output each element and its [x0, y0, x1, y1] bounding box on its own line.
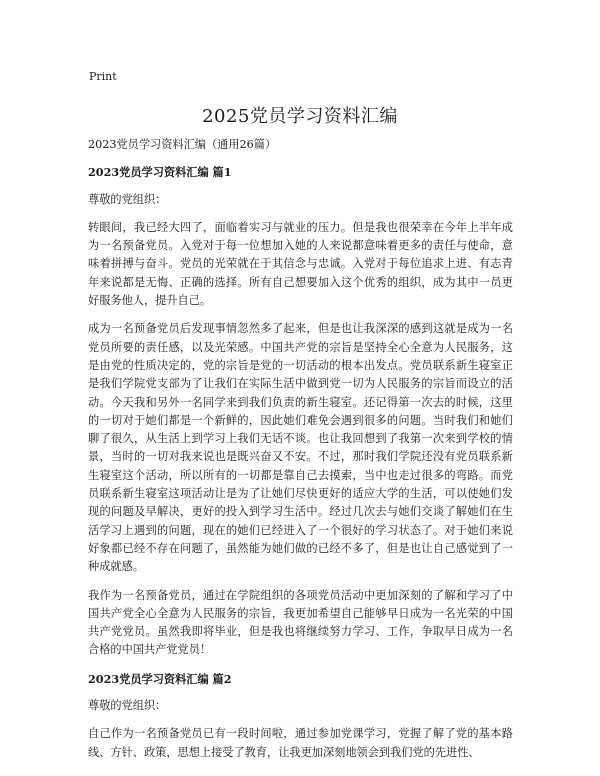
document-body [88, 136, 513, 772]
section-2 [88, 670, 513, 762]
paragraph: 转眼间，我已经大四了，面临着实习与就业的压力。但是我也很荣幸在今年上半年成为一名预备党员。入党对于每一位想加入她的人来说都意味着更多的责任与使命，意味着拼搏与奋斗。党员的光荣就在于其信念与忠诚。入党对于每位追求上进、有志青年来说都是无悔、正确的选择。所有自己想要加入这个优秀的组织，成为其中一员更好服务他人，提升自己。 [88, 220, 513, 308]
paragraph: 我作为一名预备党员，通过在学院组织的各项党员活动中更加深刻的了解和学习了中国共产党全心全意为人民服务的宗旨，我更加希望自己能够早日成为一名光荣的中国共产党党员。虽然我即将毕业，但是我也将继续努力学习、工作，争取早日成为一名合格的中国共产党党员！ [88, 588, 513, 657]
section-1 [88, 163, 513, 659]
salutation: 尊敬的党组织： [88, 699, 167, 713]
paragraph: 成为一名预备党员后发现事情忽然多了起来，但是也让我深深的感到这就是成为一名党员所要的责任感，以及光荣感。中国共产党的宗旨是坚持全心全意为人民服务，这是由党的性质决定的，党的宗旨是党的一切活动的根本出发点。党员联系新生寝室正是我们学院党支部为了让我们在实际生活中做到党一切为人民服务的宗旨而设立的活动。今天我和另外一名同学来到我们负责的新生寝室。还记得第一次去的时候，这里的一切对于她们都是一个新鲜的，因此她们难免会遇到很多的问题。当时我们和她们聊了很久，从生活上到学习上我们无话不谈。也让我回想到了我第一次来到学校的情景，当时的一切对我来说也是既兴奋又不安。不过，那时我们学院还没有党员联系新生寝室这个活动，所以所有的一切都是靠自己去摸索，当中也走过很多的弯路。而党员联系新生寝室这项活动让是为了让她们尽快更好的适应大学的生活，可以使她们发现的问题及早解决，更好的投入到学习生活中。经过几次去与她们交谈了解她们在生活学习上遇到的问题，现在的她们已经进入了一个很好的学习状态了。对于她们来说好象都已经不存在问题了，虽然能为她们做的已经不多了，但是也让自己感觉到了一种成就感。 [88, 322, 513, 574]
paragraph: 自己作为一名预备党员已有一段时间啦，通过参加党课学习，党握了解了党的基本路线、方针、政策，思想上接受了教育，让我更加深刻地领会到我们党的先进性、 [88, 727, 513, 759]
section-heading: 2023党员学习资料汇编 篇1 [88, 165, 232, 180]
section-heading: 2023党员学习资料汇编 篇2 [88, 671, 232, 686]
salutation: 尊敬的党组织： [88, 192, 167, 206]
document-subtitle: 2023党员学习资料汇编（通用26篇） [88, 138, 277, 151]
document-title: 2025党员学习资料汇编 [202, 106, 398, 127]
print-link[interactable]: Print [89, 70, 117, 83]
